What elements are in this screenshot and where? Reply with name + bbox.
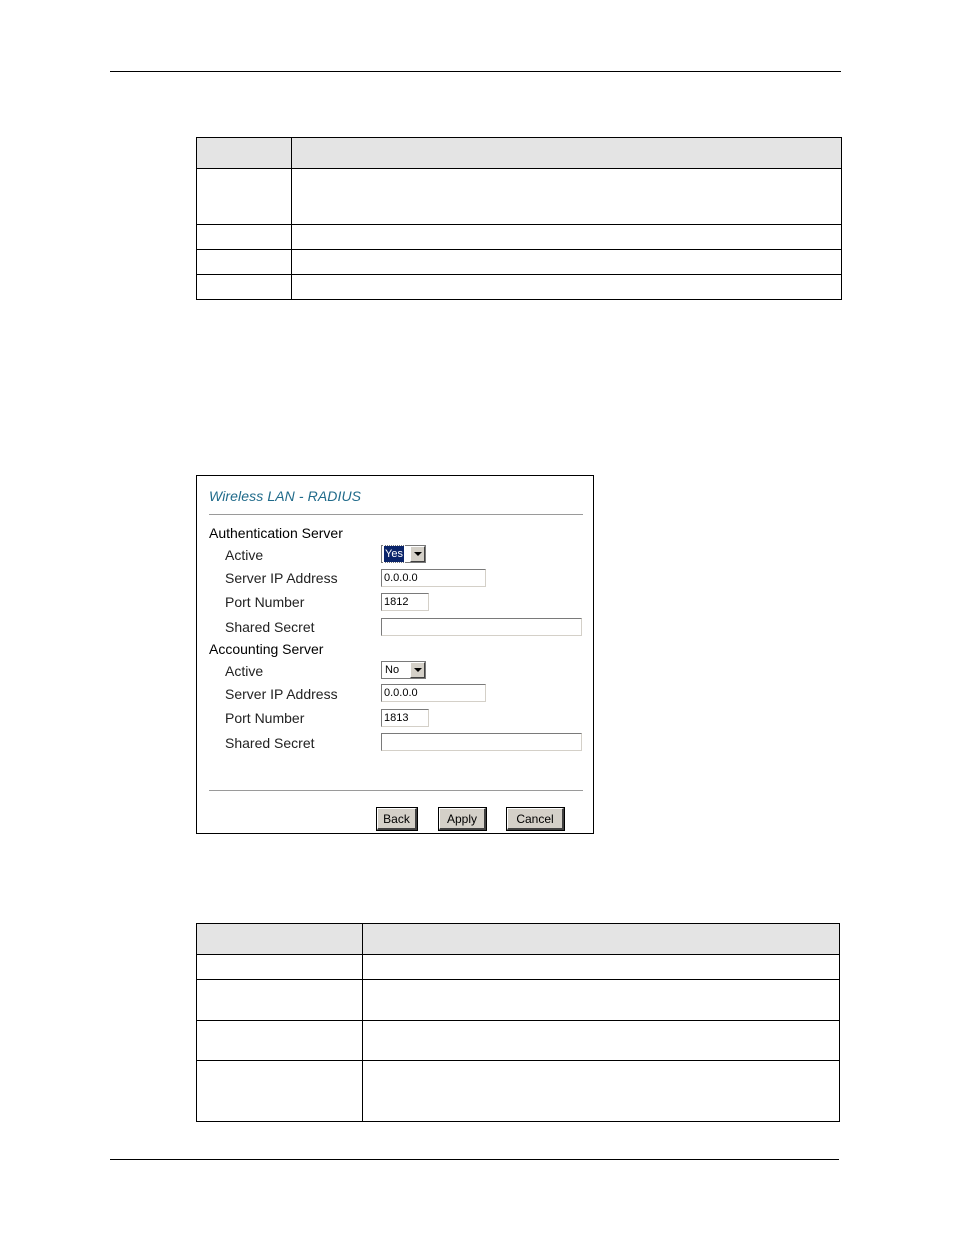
- table-row: [197, 980, 840, 1021]
- auth-active-select[interactable]: [381, 545, 426, 563]
- chevron-down-icon[interactable]: [410, 662, 425, 678]
- auth-ip-input[interactable]: [381, 569, 486, 587]
- auth-port-label: Port Number: [225, 594, 305, 610]
- table-row: [197, 275, 842, 300]
- table-row: [197, 955, 840, 980]
- apply-button[interactable]: Apply: [439, 808, 486, 830]
- lower-table: [196, 923, 840, 1122]
- auth-active-label: Active: [225, 547, 264, 563]
- acct-ip-input[interactable]: [381, 684, 486, 702]
- table-header-row: [197, 138, 842, 169]
- table-row: [197, 225, 842, 250]
- acct-secret-label: Shared Secret: [225, 735, 315, 751]
- auth-secret-input[interactable]: [381, 618, 582, 636]
- acct-active-select[interactable]: [381, 661, 426, 679]
- auth-ip-label: Server IP Address: [225, 570, 338, 586]
- chevron-down-icon[interactable]: [410, 546, 425, 562]
- header-rule: [110, 71, 841, 72]
- acct-active-label: Active: [225, 663, 264, 679]
- screen-title: Wireless LAN - RADIUS: [209, 488, 362, 504]
- table-row: [197, 169, 842, 225]
- footer-rule: [110, 1159, 839, 1160]
- acct-server-heading: Accounting Server: [209, 641, 324, 657]
- auth-active-value: Yes: [385, 548, 403, 560]
- cancel-button[interactable]: Cancel: [507, 808, 564, 830]
- upper-table: [196, 137, 842, 300]
- acct-ip-label: Server IP Address: [225, 686, 338, 702]
- acct-active-value: No: [385, 664, 400, 676]
- table-row: [197, 1061, 840, 1122]
- radius-config-screen: [196, 475, 594, 834]
- table-row: [197, 1021, 840, 1061]
- acct-secret-input[interactable]: [381, 733, 582, 751]
- button-divider: [209, 790, 583, 791]
- acct-port-input[interactable]: [381, 709, 429, 727]
- acct-port-label: Port Number: [225, 710, 305, 726]
- title-divider: [209, 514, 583, 515]
- auth-secret-label: Shared Secret: [225, 619, 315, 635]
- back-button[interactable]: Back: [377, 808, 417, 830]
- table-header-row: [197, 924, 840, 955]
- auth-server-heading: Authentication Server: [209, 525, 343, 541]
- table-row: [197, 250, 842, 275]
- auth-port-input[interactable]: [381, 593, 429, 611]
